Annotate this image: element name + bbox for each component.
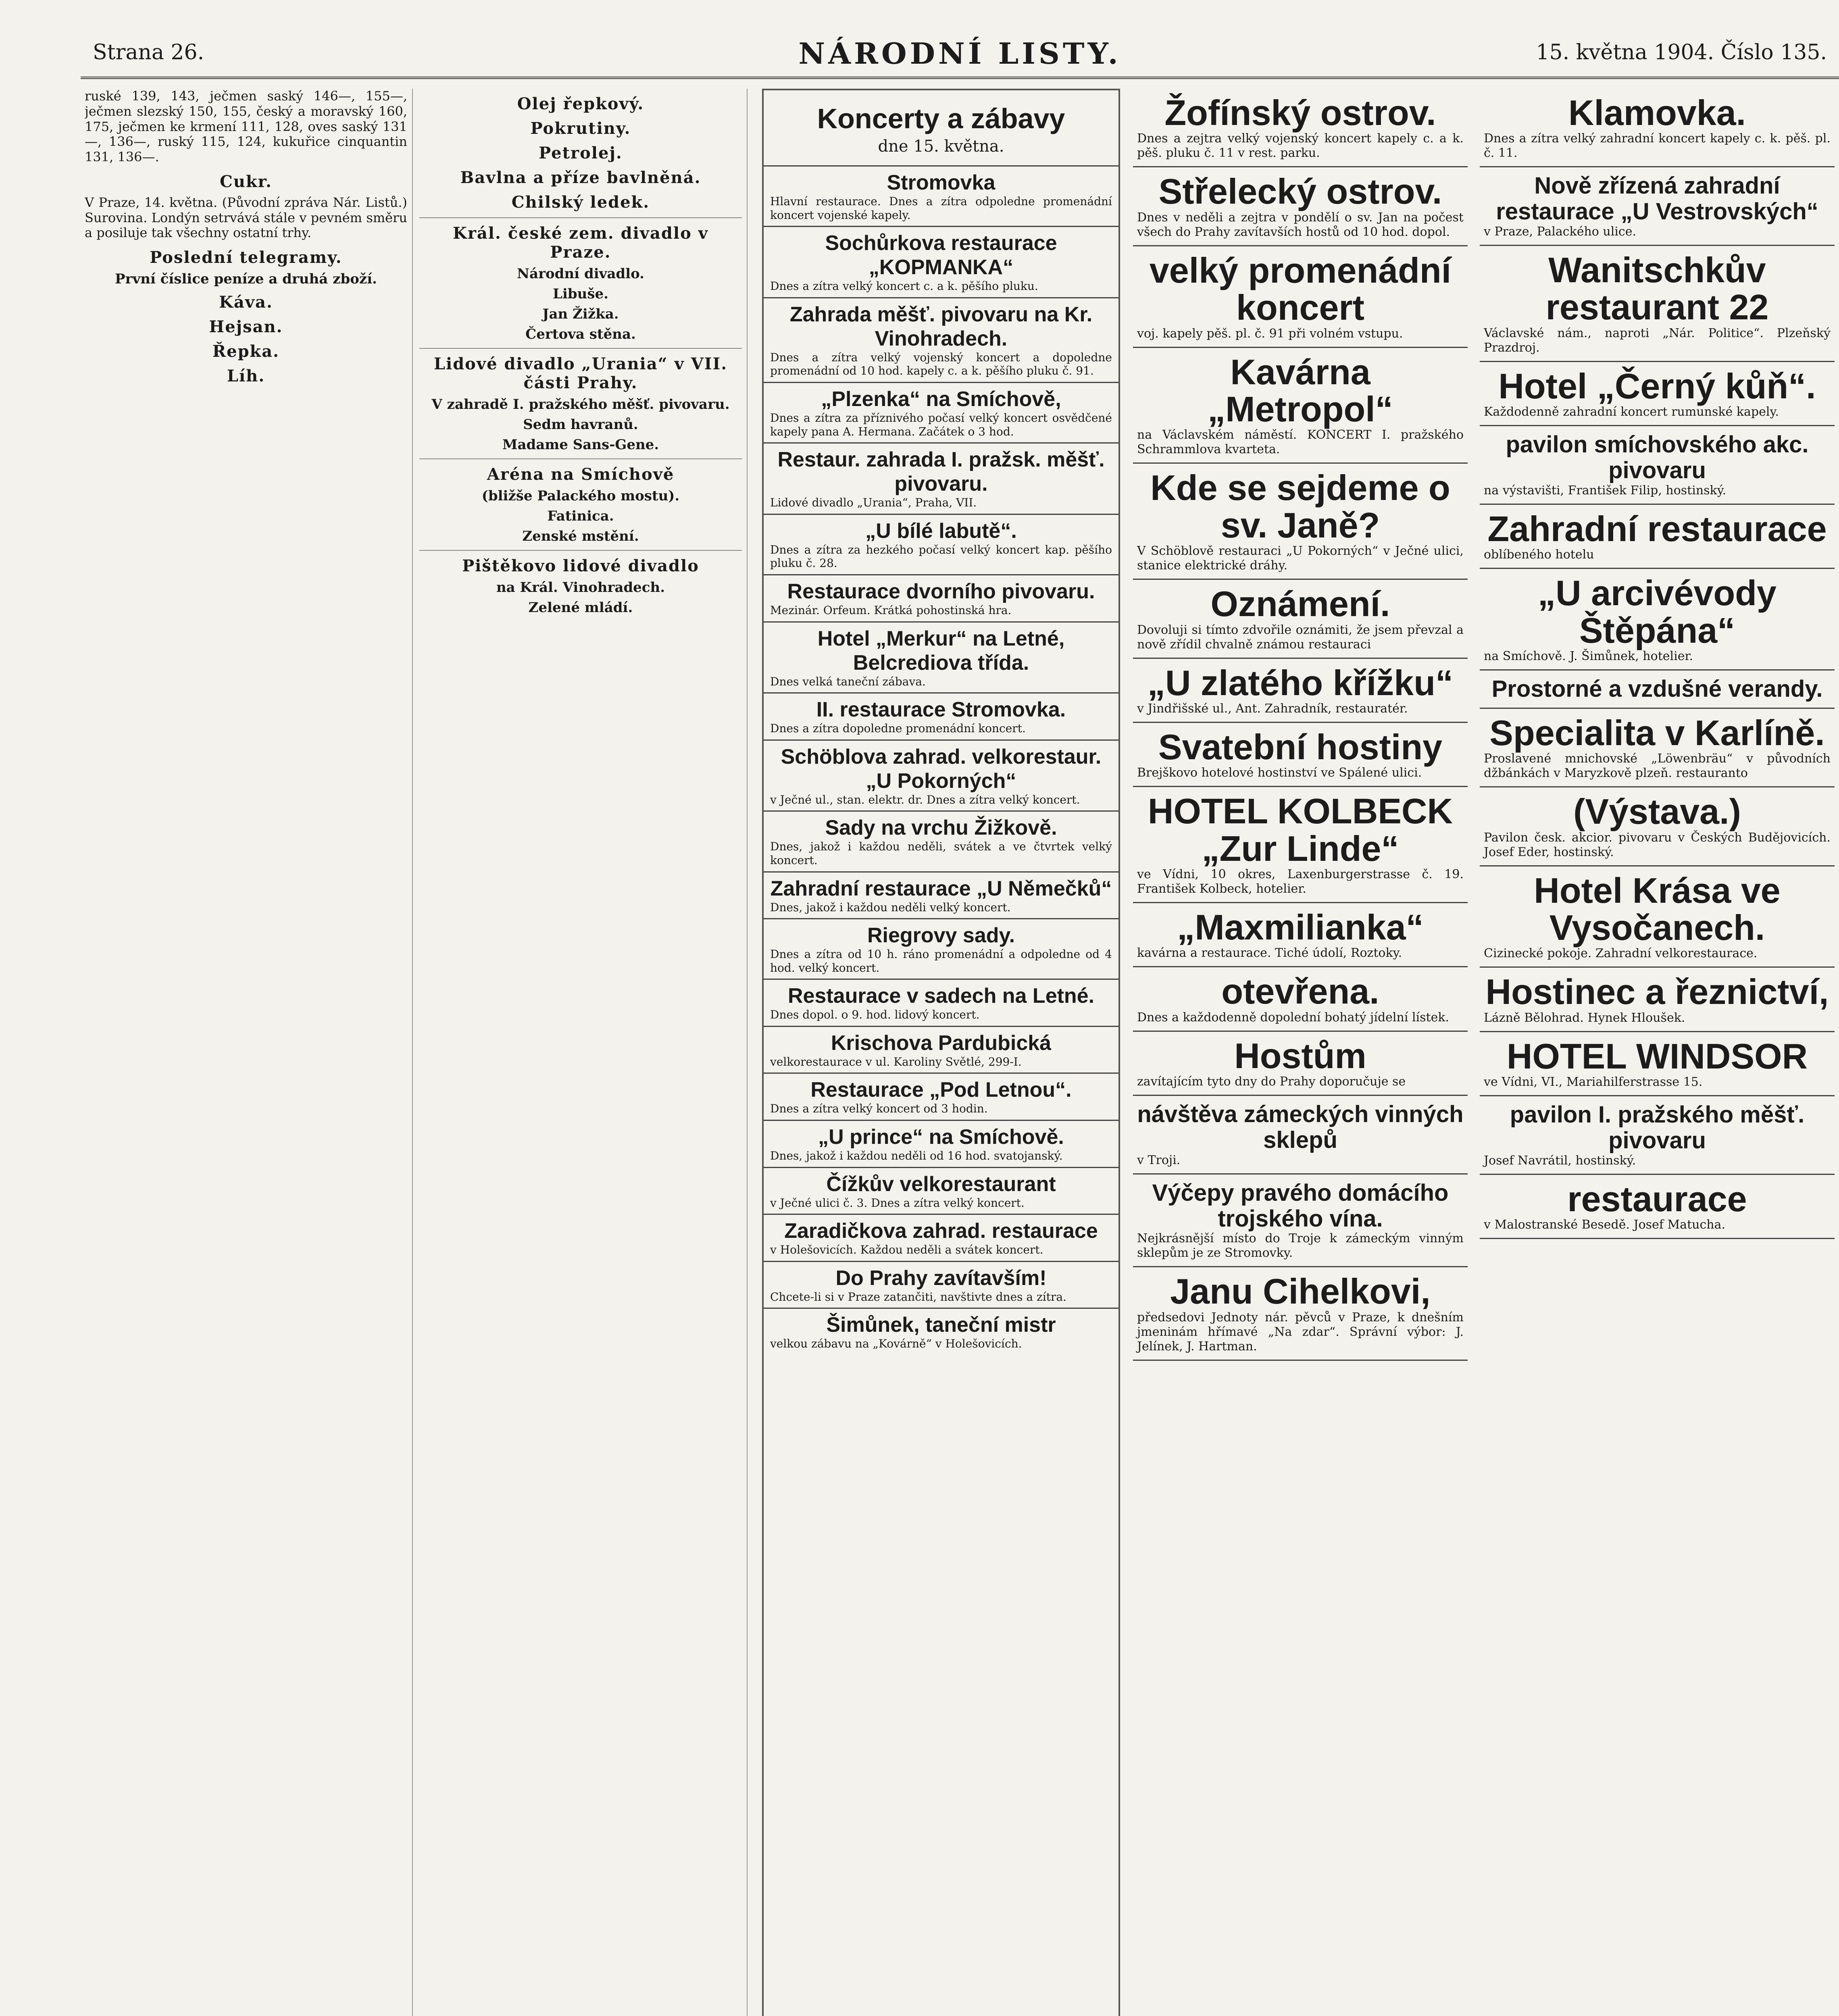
ad-list [1133,89,1468,1361]
venue-name: Zahradní restaurace „U Němečků“ [770,877,1112,900]
spirits-heading: Líh. [227,367,265,385]
performance-title: Čertova stěna. [525,326,636,342]
ad-text: na Václavském náměstí. KONCERT I. pražského Schrammlova kvarteta. [1137,428,1464,457]
ad-headline: pavilon I. pražského měšť. pivovaru [1510,1102,1805,1154]
venue-list [764,165,1118,1355]
advertisement [1133,580,1468,658]
venue-description: Dnes, jakož i každou neděli, svátek a ve čtvrtek velký koncert. [770,840,1112,867]
venue-entry [764,810,1118,871]
venue-description: Dnes, jakož i každou neděli velký koncert. [770,900,1011,914]
ad-text: v Troji. [1137,1153,1181,1167]
concerts-title: Koncerty a zábavy [817,103,1065,134]
venue-name: Restaurace dvorního pivovaru. [787,579,1095,603]
sugar-heading: Cukr. [220,172,272,191]
ad-headline: Zahradní restaurace [1487,508,1827,549]
ad-text: voj. kapely pěš. pl. č. 91 při volném vstupu. [1137,326,1403,341]
venue-entry [764,871,1118,918]
venue-description: Dnes a zítra velký vojenský koncert a dopoledne promenádní od 10 hod. kapely c. a k. pěšího pluku č. 91. [770,350,1112,378]
venue-entry [764,621,1118,693]
venue-entry [764,739,1118,811]
ad-text: Václavské nám., naproti „Nár. Politice“. Plzeňský Prazdroj. [1484,326,1831,355]
venue-name: Zahrada měšť. pivovaru na Kr. Vinohradech. [789,302,1093,350]
advertisement [1133,348,1468,464]
ad-headline: HOTEL KOLBECK „Zur Linde“ [1148,791,1453,868]
column-ads-b [1480,89,1835,2016]
venue-entry [764,226,1118,297]
venue-name: Schöblova zahrad. velkorestaur. „U Pokorných“ [781,745,1102,793]
ad-headline: „U zlatého křížku“ [1148,662,1453,703]
ad-headline: HOTEL WINDSOR [1506,1036,1808,1076]
ad-headline: Kavárna „Metropol“ [1208,352,1393,429]
concerts-box [762,89,1120,2016]
venue-entry [764,514,1118,574]
venue-name: Do Prahy zavítavším! [835,1266,1047,1290]
ad-text: kavárna a restaurace. Tiché údolí, Roztoky. [1137,946,1402,960]
venue-name: Restaurace „Pod Letnou“. [810,1078,1072,1102]
column-ads-a [1133,89,1468,2016]
petroleum-heading: Petrolej. [539,144,623,162]
ad-text: v Malostranské Besedě. Josef Matucha. [1484,1218,1725,1232]
oilcake-heading: Pokrutiny. [530,119,631,138]
ad-headline: návštěva zámeckých vinných sklepů [1137,1101,1464,1154]
performance-title: Libuše. [553,286,608,302]
advertisement [1480,569,1835,671]
advertisement [1480,1032,1835,1096]
newspaper-title: NÁRODNÍ LISTY. [798,36,1121,71]
advertisement [1480,89,1835,167]
venue-entry [764,1214,1118,1261]
advertisement [1133,967,1468,1031]
venue-entry [764,1120,1118,1167]
venue-description: velkou zábavu na „Kovárně“ v Holešovicích. [770,1337,1022,1351]
venue-entry [764,918,1118,979]
ad-headline: Wanitschkův restaurant 22 [1545,250,1769,327]
advertisement [1133,1267,1468,1360]
venue-name: Hotel „Merkur“ na Letné, Belcrediova třída. [817,627,1065,675]
pistekovo-heading: Pištěkovo lidové divadlo [462,556,699,575]
ad-headline: Hotel „Černý kůň“. [1498,366,1816,406]
ad-text: Josef Navrátil, hostinský. [1484,1153,1636,1168]
ad-headline: (Výstava.) [1573,791,1741,832]
ad-text: Lázně Bělohrad. Hynek Hloušek. [1484,1010,1685,1025]
advertisement [1133,1032,1468,1096]
venue-description: Dnes a zítra od 10 h. ráno promenádní a odpoledne od 4 hod. velký koncert. [770,948,1112,975]
ad-text: V Schöblově restauraci „U Pokorných“ v Ječné ulici, stanice elektrické dráhy. [1137,544,1464,573]
advertisement [1480,1175,1835,1239]
ad-text: zavítajícím tyto dny do Prahy doporučuje se [1137,1075,1406,1089]
advertisement [1133,1175,1468,1268]
venue-description: Dnes a zítra velký koncert c. a k. pěšího pluku. [770,279,1038,293]
ad-text: Dnes a každodenně dopolední bohatý jídelní lístek. [1137,1010,1450,1025]
venue-entry [764,1261,1118,1308]
ad-text: ve Vídni, 10 okres, Laxenburgerstrasse č. 19. František Kolbeck, hotelier. [1137,867,1464,896]
venue-entry [764,442,1118,514]
ad-headline: „Maxmilianka“ [1177,907,1424,948]
advertisement [1133,903,1468,967]
divider [419,458,742,459]
ad-text: Proslavené mnichovské „Löwenbräu“ v původních džbánkách v Maryzkově plzeň. restauranto [1484,752,1831,781]
ad-headline: Janu Cihelkovi, [1170,1271,1431,1312]
venue-name: Riegrovy sady. [867,924,1015,948]
advertisement [1133,787,1468,903]
arena-subheading: (bližše Palackého mostu). [481,488,680,504]
venue-name: „U prince“ na Smíchově. [818,1125,1064,1149]
divider [419,348,742,349]
ad-headline: Výčepy pravého domácího trojského vína. [1152,1179,1449,1232]
performance-title: Zelené mládí. [528,600,633,616]
ad-text: Cizinecké pokoje. Zahradní velkorestaurace. [1484,946,1758,961]
venue-name: II. restaurace Stromovka. [816,698,1066,722]
ad-headline: Hotel Krása ve Vysočanech. [1534,870,1781,948]
ad-headline: Oznámení. [1210,584,1390,624]
venue-entry [764,382,1118,442]
venue-name: Čížkův velkorestaurant [826,1172,1056,1196]
advertisement [1480,787,1835,866]
venue-description: v Ječné ulici č. 3. Dnes a zítra velký koncert. [770,1196,1025,1210]
venue-entry [764,574,1118,621]
performance-title: Zenské mstění. [522,528,639,544]
column-markets-theatre [419,89,748,2016]
arena-heading: Aréna na Smíchově [487,465,675,484]
advertisement [1480,671,1835,709]
venue-entry [764,1073,1118,1120]
venue-description: velkorestaurace v ul. Karoliny Světlé, 299-I. [770,1055,1022,1068]
venue-entry [764,692,1118,739]
ad-text: v Praze, Palackého ulice. [1484,224,1636,239]
ad-text: Dnes v neděli a zejtra v pondělí o sv. Jan na počest všech do Prahy zavítavších hostů od 10 hod. dopol. [1137,210,1464,239]
ad-text: Dovoluji si tímto zdvořile oznámiti, že jsem převzal a nově zřídil chvalně známou restauraci [1137,623,1464,652]
advertisement [1480,167,1835,246]
venue-description: Lidové divadlo „Urania“, Praha, VII. [770,496,977,510]
venue-name: „Plzenka“ na Smíchově, [821,387,1061,411]
pistekovo-subheading: na Král. Vinohradech. [496,579,665,596]
venue-description: Mezinár. Orfeum. Krátká pohostinská hra. [770,603,1012,617]
telegrams-subheading: První číslice peníze a druhá zboží. [115,271,377,287]
ad-text: v Jindřišské ul., Ant. Zahradník, restauratér. [1137,701,1408,716]
venue-name: Krischova Pardubická [831,1031,1052,1055]
performance-title: Sedm havranů. [523,417,638,433]
page-number: Strana 26. [93,40,204,65]
cotton-heading: Bavlna a příze bavlněná. [460,168,701,187]
sugar-report: V Praze, 14. května. (Původní zpráva Nár. Listů.) Surovina. Londýn setrvává stále v pevném směru a posiluje tak všechny ostatní trhy. [85,194,407,241]
ad-headline: Žofínský ostrov. [1164,93,1436,133]
venue-entry [764,1308,1118,1355]
hemp-heading: Hejsan. [209,317,283,336]
masthead [81,32,1839,79]
urania-subheading: V zahradě I. pražského měšť. pivovaru. [431,396,730,412]
ad-text: Pavilon česk. akcior. pivovaru v Českých Budějovicích. Josef Eder, hostinský. [1484,830,1831,859]
telegrams-heading: Poslední telegramy. [150,248,342,267]
ad-text: Brejškovo hotelové hostinství ve Spálené ulici. [1137,766,1422,780]
advertisement [1133,246,1468,348]
venue-name: Restaurace v sadech na Letné. [787,984,1095,1008]
concerts-date: dne 15. května. [878,137,1004,156]
ad-headline: Kde se sejdeme o sv. Janě? [1150,468,1450,545]
ad-text: na Smíchově. J. Šimůnek, hotelier. [1484,649,1693,663]
advertisement [1133,89,1468,167]
saltpeter-heading: Chilský ledek. [511,193,650,212]
ad-headline: Nově zřízená zahradní restaurace „U Vestrovských“ [1496,173,1818,225]
venue-name: Sochůrkova restaurace „KOPMANKA“ [825,231,1057,279]
urania-heading: Lidové divadlo „Urania“ v VII. části Prahy. [433,354,728,392]
venue-name: Šimůnek, taneční mistr [826,1313,1056,1337]
ad-headline: Hostům [1234,1035,1366,1076]
advertisement [1480,1096,1835,1175]
ad-text: Dnes a zejtra velký vojenský koncert kapely c. a k. pěš. pluku č. 11 v rest. parku. [1137,131,1464,160]
divider [419,217,742,218]
advertisement [1480,709,1835,787]
coffee-heading: Káva. [219,293,273,312]
ad-headline: pavilon smíchovského akc. pivovaru [1506,431,1809,483]
venue-description: Dnes a zítra dopoledne promenádní koncert. [770,722,1026,735]
advertisement [1133,167,1468,246]
venue-entry [764,165,1118,226]
venue-description: Dnes a zítra velký koncert od 3 hodin. [770,1102,988,1116]
venue-description: Dnes, jakož i každou neděli od 16 hod. svatojanský. [770,1149,1063,1163]
venue-entry [764,1026,1118,1073]
performance-title: Jan Žižka. [542,306,619,322]
venue-entry [764,297,1118,382]
venue-entry [764,979,1118,1026]
performance-title: Madame Sans-Gene. [502,437,659,453]
venue-description: Dnes velká taneční zábava. [770,675,926,688]
ad-headline: restaurace [1567,1179,1747,1219]
venue-description: Hlavní restaurace. Dnes a zítra odpoledne promenádní koncert vojenské kapely. [770,195,1112,222]
advertisement [1480,866,1835,968]
advertisement [1480,246,1835,362]
divider [419,550,742,551]
rapeseed-heading: Řepka. [212,342,280,361]
advertisement [1480,505,1835,569]
performance-title: Fatinica. [547,508,614,524]
grain-prices-text: ruské 139, 143, ječmen saský 146—, 155—, ječmen slezský 150, 155, český a moravský 160, 175, ječmen ke krmení 111, 128, oves saský 131—, 136—, ruský 115, 124, kukuřice cinquantin 131, 136—. [85,89,407,165]
advertisement [1133,659,1468,723]
venue-name: „U bílé labutě“. [865,519,1017,543]
ad-headline: velký promenádní koncert [1149,250,1452,328]
venue-name: Sady na vrchu Žižkově. [825,816,1057,840]
ad-text: ve Vídni, VI., Mariahilferstrasse 15. [1484,1075,1703,1089]
venue-entry [764,1167,1118,1214]
ad-text: Nejkrásnější místo do Troje k zámeckým vinným sklepům je ze Stromovky. [1137,1231,1464,1260]
ad-text: oblíbeného hotelu [1484,548,1594,562]
venue-name: Stromovka [887,171,996,194]
ad-headline: otevřena. [1221,971,1379,1012]
ad-text: předsedovi Jednoty nár. pěvců v Praze, k dnešním jmeninám hřímavé „Na zdar“. Správní výbor: J. Jelínek, J. Hartman. [1137,1310,1464,1354]
advertisement [1133,723,1468,787]
advertisement [1480,968,1835,1032]
venue-description: v Ječné ul., stan. elektr. dr. Dnes a zítra velký koncert. [770,793,1080,806]
venue-name: Restaur. zahrada I. pražsk. měšť. pivovaru. [777,448,1105,496]
ad-headline: Střelecký ostrov. [1158,171,1442,212]
ad-headline: Hostinec a řeznictví, [1485,972,1829,1012]
venue-description: v Holešovicích. Každou neděli a svátek koncert. [770,1243,1043,1257]
issue-date: 15. května 1904. Číslo 135. [1536,40,1827,65]
venue-description: Chcete-li si v Praze zatančiti, navštivte dnes a zítra. [770,1290,1066,1304]
ad-headline: Svatební hostiny [1158,727,1443,767]
ad-headline: „U arcivévody Štěpána“ [1538,573,1777,650]
ad-list [1480,89,1835,1239]
advertisement [1480,426,1835,505]
ad-text: Dnes a zítra velký zahradní koncert kapely c. k. pěš. pl. č. 11. [1484,131,1831,160]
ad-headline: Klamovka. [1568,93,1746,133]
venue-name: Zaradičkova zahrad. restaurace [784,1219,1098,1243]
venue-description: Dnes dopol. o 9. hod. lidový koncert. [770,1008,980,1022]
advertisement [1480,362,1835,426]
ad-headline: Specialita v Karlíně. [1489,712,1825,753]
venue-description: Dnes a zítra za příznivého počasí velký koncert osvědčené kapely pana A. Hermana. Začátek o 3 hod. [770,411,1112,438]
theatre-heading: Král. české zem. divadlo v Praze. [453,224,708,262]
ad-text: Každodenně zahradní koncert rumunské kapely. [1484,405,1779,419]
theatre-subheading: Národní divadlo. [517,266,645,282]
advertisement [1133,1096,1468,1175]
ad-text: na výstavišti, František Filip, hostinský. [1484,483,1727,498]
advertisement [1133,464,1468,580]
venue-description: Dnes a zítra za hezkého počasí velký koncert kap. pěšího pluku č. 28. [770,543,1112,570]
column-markets [85,89,413,2016]
rapeseed-oil-heading: Olej řepkový. [517,94,644,113]
ad-headline: Prostorné a vzdušné verandy. [1491,675,1823,702]
